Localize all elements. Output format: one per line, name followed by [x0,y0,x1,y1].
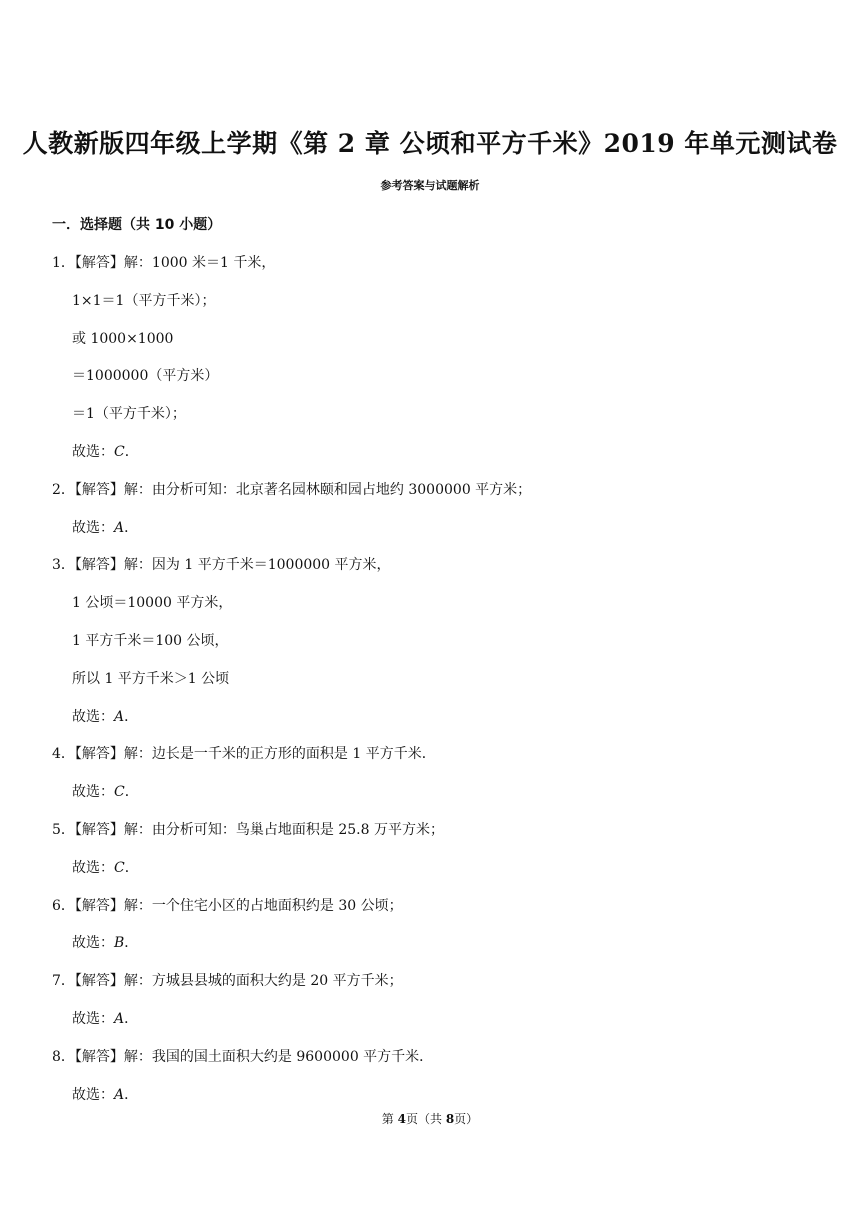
answer-first-line [52,970,403,990]
answer-tag: 【解答】 [74,973,124,990]
choice-prefix: 故选： [72,519,114,536]
page-footer [0,1110,860,1127]
choice-suffix: ． [124,1011,139,1027]
answer-line: ＝1000000（平方米） [72,368,219,385]
answer-number: 2． [52,481,75,498]
choice-letter: A [114,1011,125,1027]
answer-choice-line [72,517,138,537]
choice-suffix: ． [124,519,139,536]
answer-tag: 【解答】 [74,255,124,271]
answer-text: 解：方城县县城的面积大约是 20 平方千米； [123,973,403,990]
choice-suffix: ． [124,1086,139,1103]
answer-line: 1 公顷＝10000 平方米， [72,595,233,612]
answer-line: 或 1000×1000 [72,330,174,347]
answer-number: 7． [52,973,75,990]
choice-letter: A [114,708,125,725]
choice-letter: A [114,1086,125,1103]
answer-text: 解：由分析可知：北京著名园林颐和园占地约 3000000 平方米； [123,481,532,498]
answer-first-line [52,743,436,763]
choice-prefix: 故选： [72,859,114,876]
answer-tag: 【解答】 [74,897,124,914]
answer-text: 解：因为 1 平方千米＝1000000 平方米， [123,557,391,574]
answer-number: 3． [52,557,75,574]
choice-letter: C [114,859,125,876]
answer-choice-line [72,441,139,461]
page-title: 人教新版四年级上学期《第 2 章 公顷和平方千米》2019 年单元测试卷 [22,129,838,158]
footer-prefix: 第 [381,1112,398,1126]
answer-tag: 【解答】 [74,822,124,838]
choice-prefix: 故选： [72,1086,114,1103]
choice-suffix: ． [124,784,139,801]
answer-choice-line [72,706,138,726]
answer-text: 解：一个住宅小区的占地面积约是 30 公顷； [123,897,403,914]
answer-first-line [52,819,444,839]
answer-line: 1×1＝1（平方千米）； [72,292,216,309]
answer-tag: 【解答】 [74,557,124,574]
answer-choice-line [72,932,138,952]
choice-suffix: ． [124,859,139,876]
answer-first-line [52,252,275,272]
answer-line: 所以 1 平方千米＞1 公顷 [72,670,230,687]
answer-text: 解：边长是一千米的正方形的面积是 1 平方千米． [123,746,436,763]
answer-first-line [52,895,403,915]
answer-choice-line [72,857,139,877]
answer-first-line [52,554,391,574]
choice-suffix: ． [124,935,139,952]
choice-letter: A [114,519,125,536]
answer-number: 1． [52,255,75,271]
answer-line: 1 平方千米＝100 公顷， [72,633,229,649]
answer-tag: 【解答】 [74,746,124,763]
answer-number: 4． [52,746,75,763]
footer-middle: 页（共 [405,1112,446,1126]
choice-letter: C [114,444,125,460]
answer-text: 解：1000 米＝1 千米， [123,255,276,271]
answer-choice-line [72,781,139,801]
answer-tag: 【解答】 [74,481,124,498]
answer-number: 5． [52,822,75,838]
choice-prefix: 故选： [72,935,114,952]
answer-number: 8． [52,1048,75,1065]
choice-prefix: 故选： [72,444,114,460]
section-heading: 一．选择题（共 10 小题） [52,217,222,233]
choice-prefix: 故选： [72,708,114,725]
choice-letter: B [114,935,125,952]
answer-text: 解：我国的国土面积大约是 9600000 平方千米． [123,1048,434,1065]
answer-text: 解：由分析可知：鸟巢占地面积是 25.8 万平方米； [123,822,444,838]
choice-prefix: 故选： [72,1011,114,1027]
choice-letter: C [114,784,125,801]
answer-choice-line [72,1008,138,1028]
footer-total-pages: 8 [445,1112,455,1126]
answer-number: 6． [52,897,75,914]
choice-suffix: ． [124,444,139,460]
choice-prefix: 故选： [72,784,114,801]
answer-line: ＝1（平方千米）； [72,406,186,423]
page-subtitle: 参考答案与试题解析 [380,179,480,192]
footer-suffix: 页） [454,1112,479,1126]
answer-first-line [52,1046,433,1066]
answer-first-line [52,479,531,499]
answer-tag: 【解答】 [74,1048,124,1065]
choice-suffix: ． [124,708,139,725]
answer-choice-line [72,1084,138,1104]
footer-page-number: 4 [397,1112,406,1126]
